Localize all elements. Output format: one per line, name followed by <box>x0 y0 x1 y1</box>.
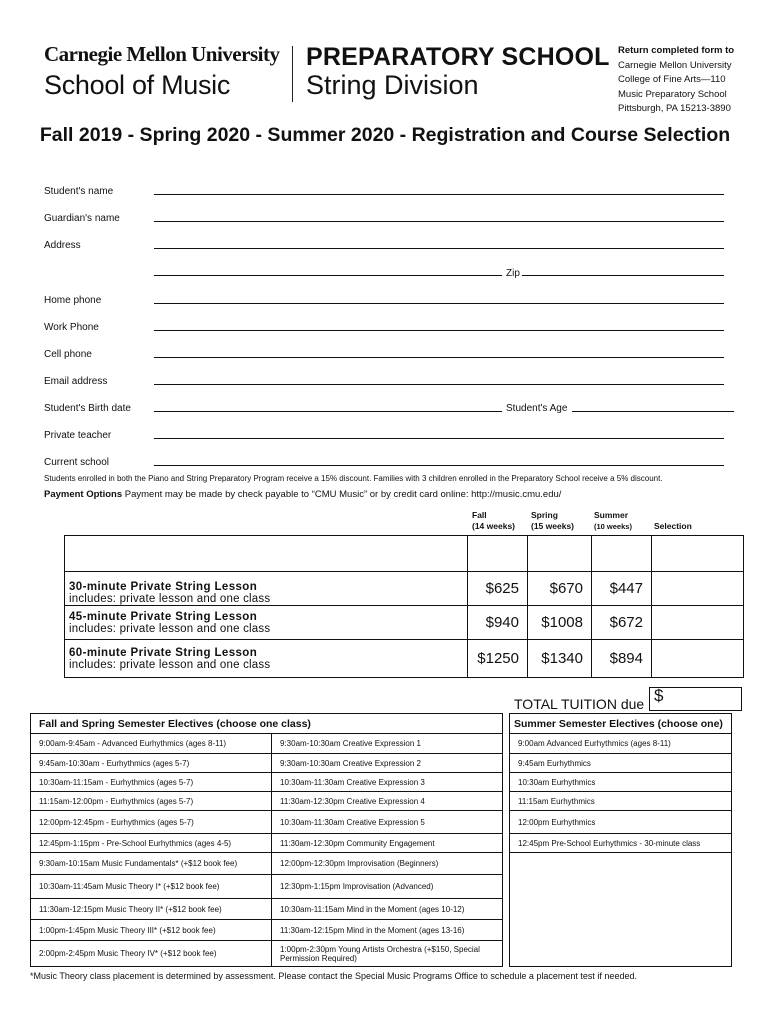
fall-spring-elective[interactable]: 9:45am-10:30am - Eurhythmics (ages 5-7) <box>31 754 272 773</box>
summer-elective[interactable]: 11:15am Eurhythmics <box>510 792 732 811</box>
fall-spring-elective[interactable]: 10:30am-11:30am Creative Expression 3 <box>272 773 503 792</box>
summer-electives-header: Summer Semester Electives (choose one) <box>510 714 732 734</box>
school-name: School of Music <box>44 70 231 100</box>
return-line: Carnegie Mellon University <box>618 59 732 71</box>
home-phone-field[interactable] <box>154 303 724 304</box>
header-divider <box>292 46 293 102</box>
fall-spring-elective[interactable]: 12:45pm-1:15pm - Pre-School Eurhythmics (ages 4-5) <box>31 834 272 853</box>
zip-label: Zip <box>506 268 520 279</box>
spring-price: $1340 <box>528 640 592 678</box>
age-label: Student's Age <box>506 403 568 414</box>
fall-spring-elective[interactable]: 9:30am-10:30am Creative Expression 2 <box>272 754 503 773</box>
elective-row <box>31 834 732 853</box>
school-label: Current school <box>44 457 110 468</box>
selection-header: Selection <box>654 521 692 531</box>
summer-term: Summer <box>594 510 629 520</box>
fall-spring-elective[interactable]: 11:30am-12:15pm Music Theory II* (+$12 book fee) <box>31 899 272 920</box>
summer-price: $447 <box>592 572 652 606</box>
lesson-description <box>65 640 468 678</box>
home-phone-label: Home phone <box>44 295 102 306</box>
electives-table <box>30 713 732 967</box>
fall-spring-elective[interactable]: 12:00pm-12:30pm Improvisation (Beginners) <box>272 853 503 875</box>
return-address <box>618 44 734 117</box>
payment-label: Payment Options <box>44 489 123 500</box>
return-line: Music Preparatory School <box>618 88 727 100</box>
elective-row <box>31 734 732 754</box>
summer-elective[interactable]: 9:00am Advanced Eurhythmics (ages 8-11) <box>510 734 732 754</box>
return-line: College of Fine Arts—110 <box>618 74 726 85</box>
summer-weeks: (10 weeks) <box>594 522 632 531</box>
address-line2-field[interactable] <box>154 275 502 276</box>
summer-elective-empty <box>510 853 732 967</box>
elective-row <box>31 754 732 773</box>
address-field[interactable] <box>154 248 724 249</box>
fall-price: $1250 <box>468 640 528 678</box>
lesson-title: 60-minute Private String Lesson <box>69 646 258 659</box>
summer-elective[interactable]: 12:00pm Eurhythmics <box>510 811 732 834</box>
selection-cell[interactable] <box>652 606 744 640</box>
pricing-spacer-row <box>65 536 744 572</box>
fall-weeks: (14 weeks) <box>472 521 515 531</box>
summer-elective[interactable]: 12:45pm Pre-School Eurhythmics - 30-minute class <box>510 834 732 853</box>
summer-price: $672 <box>592 606 652 640</box>
selection-cell[interactable] <box>652 640 744 678</box>
zip-field[interactable] <box>522 275 724 276</box>
fall-spring-elective[interactable]: 11:30am-12:30pm Community Engagement <box>272 834 503 853</box>
fall-spring-elective[interactable]: 12:30pm-1:15pm Improvisation (Advanced) <box>272 875 503 899</box>
fall-spring-elective[interactable]: 10:30am-11:15am - Eurhythmics (ages 5-7) <box>31 773 272 792</box>
work-phone-field[interactable] <box>154 330 724 331</box>
lesson-row <box>65 640 744 678</box>
fall-spring-elective[interactable]: 11:30am-12:30pm Creative Expression 4 <box>272 792 503 811</box>
fall-spring-elective[interactable]: 10:30am-11:45am Music Theory I* (+$12 book fee) <box>31 875 272 899</box>
footnote: *Music Theory class placement is determined by assessment. Please contact the Special Music Programs Office to schedule a placement test if needed. <box>30 971 637 981</box>
payment-options <box>44 489 561 500</box>
teacher-label: Private teacher <box>44 430 112 441</box>
payment-text: Payment may be made by check payable to “CMU Music” or by credit card online: http://music.cmu.edu/ <box>124 489 562 500</box>
summer-elective[interactable]: 9:45am Eurhythmics <box>510 754 732 773</box>
elective-row <box>31 811 732 834</box>
student-name-label: Student's name <box>44 186 114 197</box>
fall-spring-electives-header: Fall and Spring Semester Electives (choose one class) <box>31 714 503 734</box>
spring-price: $1008 <box>528 606 592 640</box>
fall-spring-elective[interactable]: 2:00pm-2:45pm Music Theory IV* (+$12 book fee) <box>31 941 272 967</box>
electives-header-row <box>31 714 732 734</box>
lesson-subtitle: includes: private lesson and one class <box>69 658 271 671</box>
guardian-name-label: Guardian's name <box>44 213 120 224</box>
fall-price: $625 <box>468 572 528 606</box>
cell-phone-field[interactable] <box>154 357 724 358</box>
work-phone-label: Work Phone <box>44 322 99 333</box>
return-line: Pittsburgh, PA 15213-3890 <box>618 103 731 114</box>
elective-row <box>31 792 732 811</box>
fall-spring-elective[interactable]: 1:00pm-1:45pm Music Theory III* (+$12 book fee) <box>31 920 272 941</box>
division-name: String Division <box>306 70 479 100</box>
address-label: Address <box>44 240 81 251</box>
elective-row <box>31 853 732 875</box>
dollar-sign: $ <box>654 686 664 705</box>
birth-date-field[interactable] <box>154 411 502 412</box>
teacher-field[interactable] <box>154 438 724 439</box>
email-field[interactable] <box>154 384 724 385</box>
university-name: Carnegie Mellon University <box>44 42 280 66</box>
program-name: PREPARATORY SCHOOL <box>306 43 610 71</box>
page-title: Fall 2019 - Spring 2020 - Summer 2020 - Registration and Course Selection <box>39 124 731 146</box>
birth-date-label: Student's Birth date <box>44 403 131 414</box>
cell-phone-label: Cell phone <box>44 349 92 360</box>
fall-spring-elective[interactable]: 10:30am-11:30am Creative Expression 5 <box>272 811 503 834</box>
age-field[interactable] <box>572 411 734 412</box>
fall-spring-elective[interactable]: 10:30am-11:15am Mind in the Moment (ages 10-12) <box>272 899 503 920</box>
summer-header <box>594 510 632 532</box>
elective-row <box>31 773 732 792</box>
lesson-row <box>65 606 744 640</box>
pricing-table <box>64 535 744 678</box>
fall-price: $940 <box>468 606 528 640</box>
email-label: Email address <box>44 376 108 387</box>
spring-term: Spring <box>531 510 558 520</box>
discount-note: Students enrolled in both the Piano and String Preparatory Program receive a 15% discount. Families with 3 children enrolled in the Preparatory School receive a 5% discount. <box>44 474 663 483</box>
fall-spring-elective[interactable]: 12:00pm-12:45pm - Eurhythmics (ages 5-7) <box>31 811 272 834</box>
fall-spring-elective[interactable]: 9:30am-10:15am Music Fundamentals* (+$12 book fee) <box>31 853 272 875</box>
fall-spring-elective[interactable]: 11:30am-12:15pm Mind in the Moment (ages 13-16) <box>272 920 503 941</box>
lesson-row <box>65 572 744 606</box>
fall-spring-elective[interactable]: 9:30am-10:30am Creative Expression 1 <box>272 734 503 754</box>
summer-elective[interactable]: 10:30am Eurhythmics <box>510 773 732 792</box>
fall-header <box>472 510 515 532</box>
summer-price: $894 <box>592 640 652 678</box>
lesson-description <box>65 606 468 640</box>
fall-spring-elective[interactable]: 1:00pm-2:30pm Young Artists Orchestra (+$150, Special Permission Required) <box>272 941 503 967</box>
fall-spring-elective[interactable]: 11:15am-12:00pm - Eurhythmics (ages 5-7) <box>31 792 272 811</box>
return-line: Return completed form to <box>618 45 735 56</box>
lesson-subtitle: includes: private lesson and one class <box>69 622 271 635</box>
guardian-name-field[interactable] <box>154 221 724 222</box>
lesson-description <box>65 572 468 606</box>
spring-header <box>531 510 574 532</box>
spring-price: $670 <box>528 572 592 606</box>
lesson-subtitle: includes: private lesson and one class <box>69 593 271 605</box>
student-name-field[interactable] <box>154 194 724 195</box>
lesson-title: 30-minute Private String Lesson <box>69 581 258 593</box>
spring-weeks: (15 weeks) <box>531 521 574 531</box>
fall-spring-elective[interactable]: 9:00am-9:45am - Advanced Eurhythmics (ages 8-11) <box>31 734 272 754</box>
school-field[interactable] <box>154 465 724 466</box>
selection-cell[interactable] <box>652 572 744 606</box>
total-tuition-label: TOTAL TUITION due <box>514 696 645 712</box>
lesson-title: 45-minute Private String Lesson <box>69 610 258 623</box>
fall-term: Fall <box>472 510 487 520</box>
